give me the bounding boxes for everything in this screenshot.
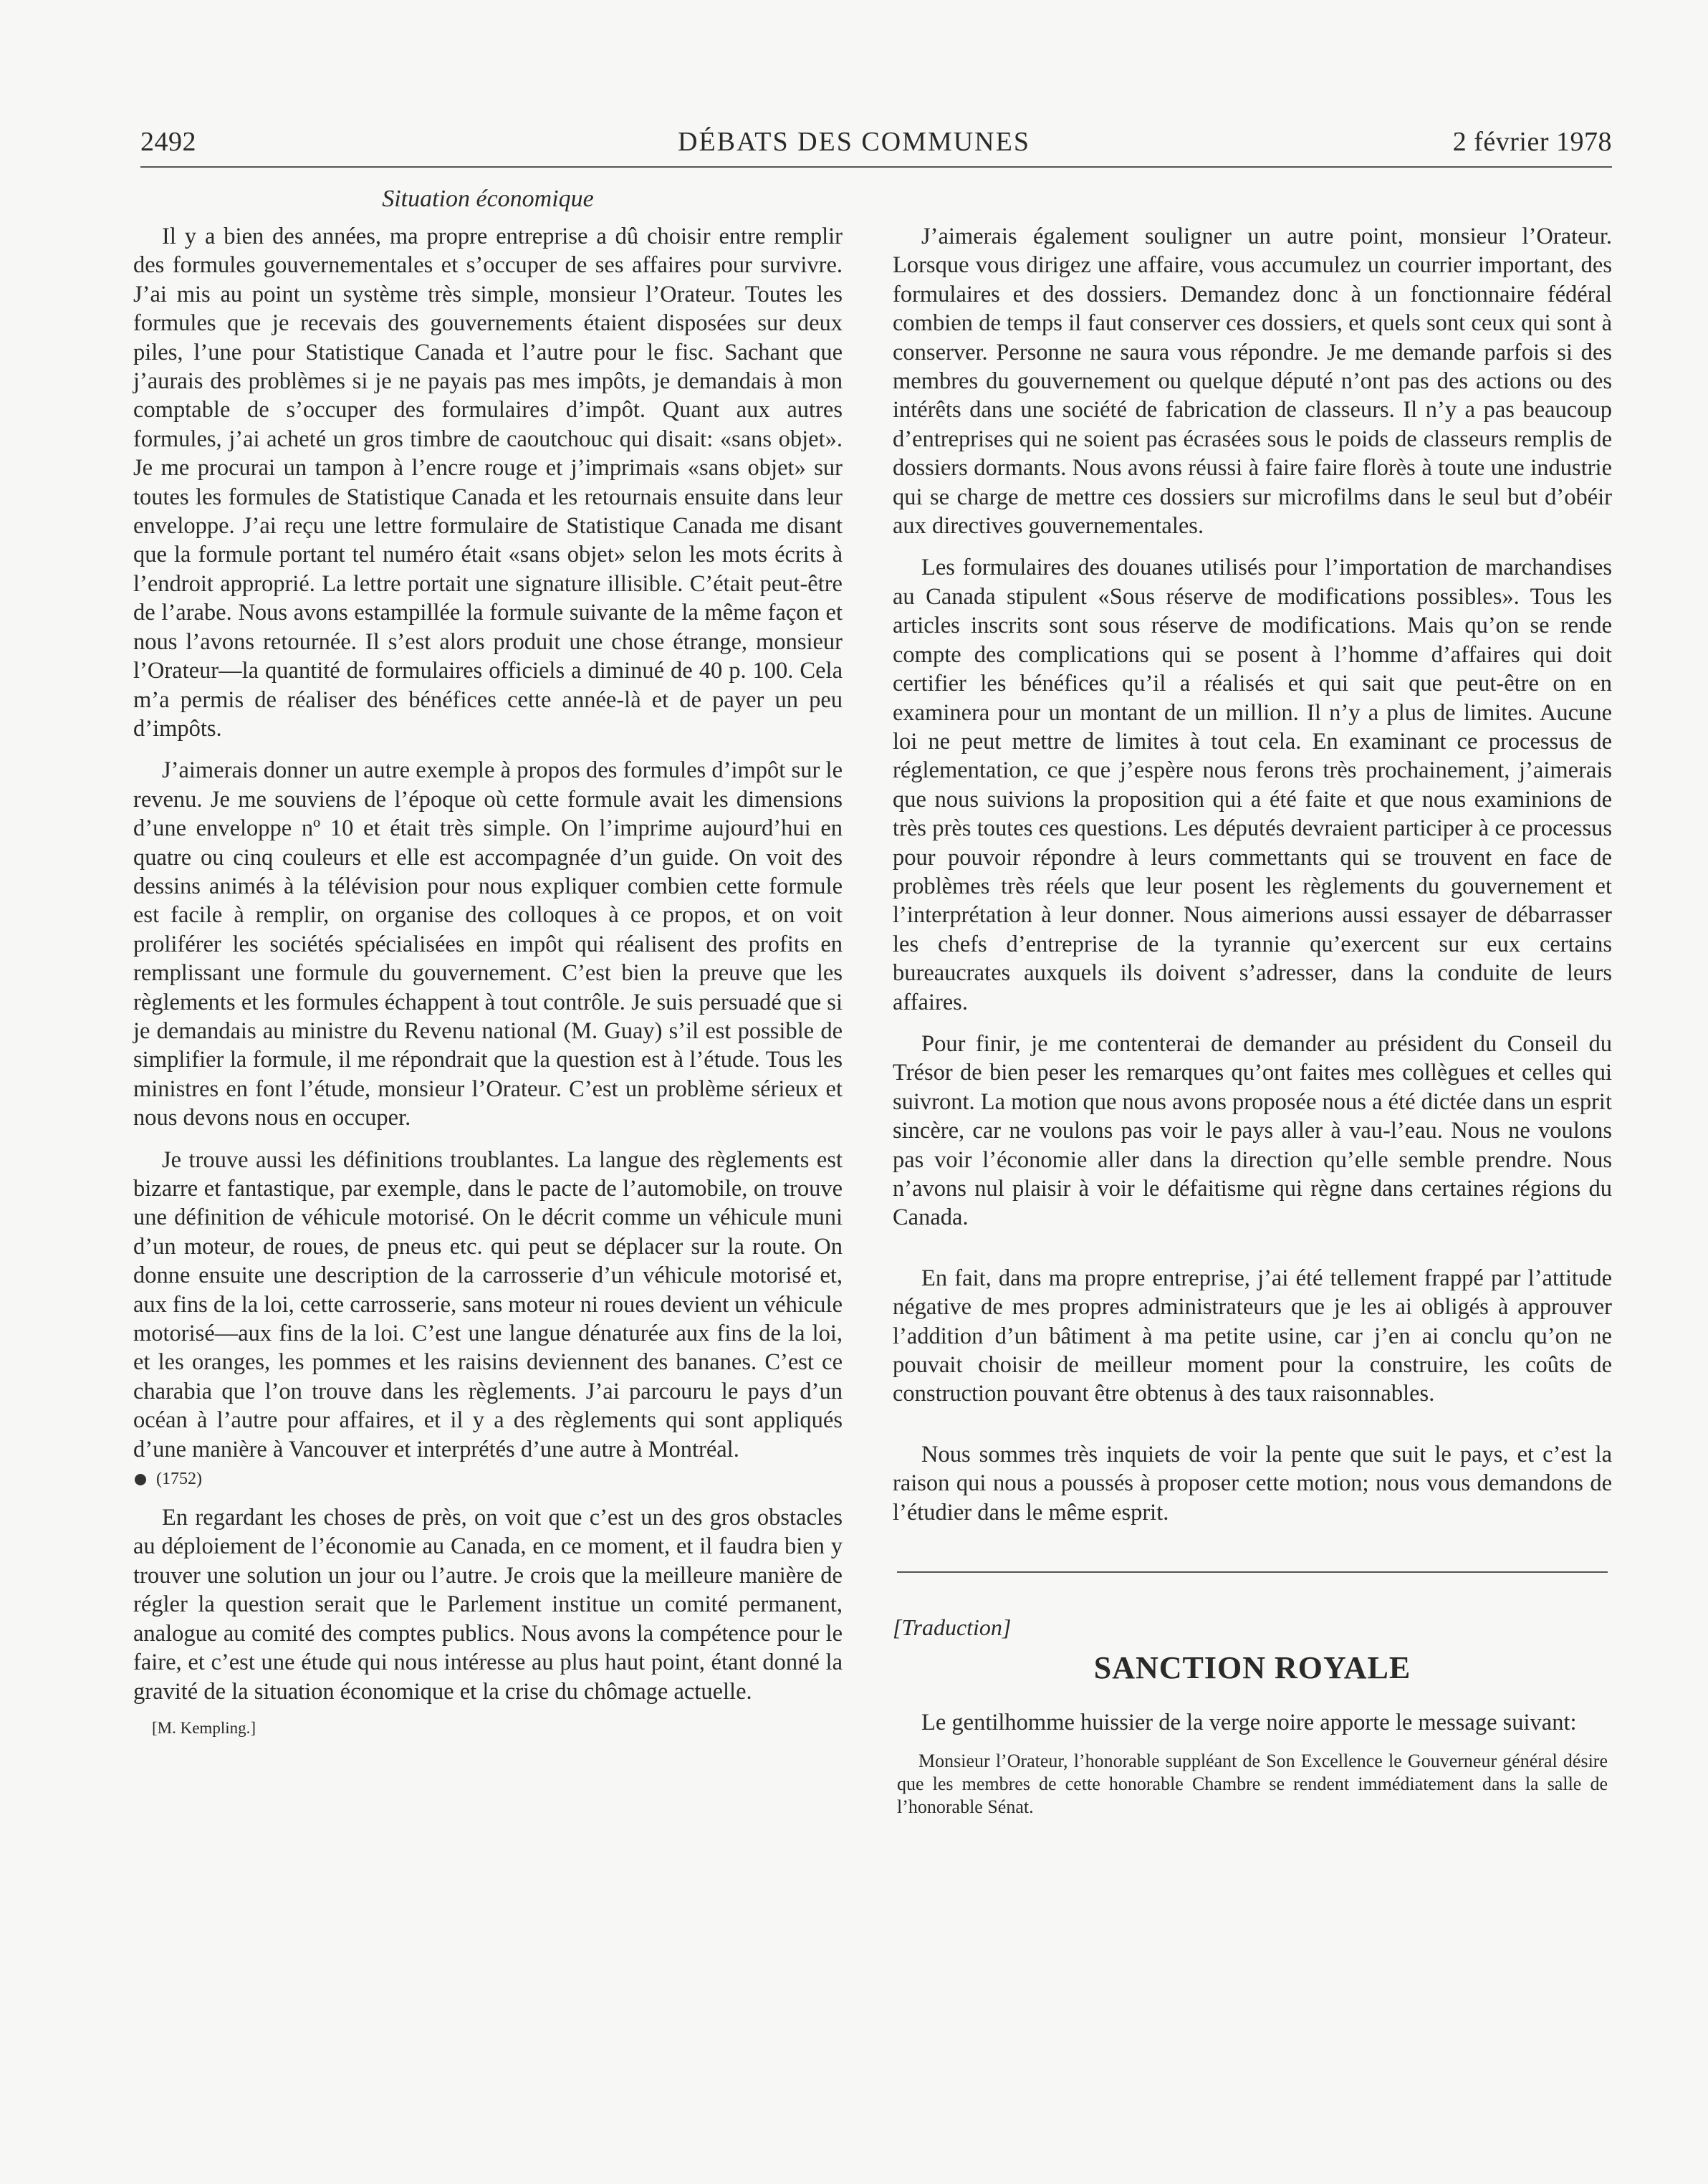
paragraph: Les formulaires des douanes utilisés pour l’importation de marchandises au Canada stipulent «Sous réserve de modifications possibles». Tous les articles inscrits sont sous réserve de modifications. Mais qu’on se rende compte des complications qui se posent à l’homme d’affaires qui doit certifier les bénéfices qu’il a réalisés et qui sait que peut-être on en examinera pour un montant de un million. Il n’y a plus de limites. Aucune loi ne peut mettre de limites à tout cela. En examinant ce processus de réglementation, ce que j’espère nous ferons très prochainement, j’aimerais que nous suivions la proposition qui a été faite et que nous examinions de très près toutes ces questions. Les députés devraient participer à ce processus pour pouvoir répondre à leurs commettants qui se trouvent en face de problèmes très réels que leur posent les règlements du gouvernement et l’interprétation à leur donner. Nous aimerions aussi essayer de débarrasser les chefs d’entreprise de la tyrannie qu’exercent sur eux certains bureaucrates auxquels ils doivent s’adresser, dans la conduite de leurs affaires. [893,555,1612,1015]
section-divider [897,1571,1608,1573]
spacer [893,1245,1612,1264]
right-column [893,222,1612,1819]
paragraph: Pour finir, je me contenterai de demander au président du Conseil du Trésor de bien peser les remarques qu’ont faites mes collègues et celles qui suivront. La motion que nous avons proposée nous a été dictée dans un esprit sincère, car ne voulons pas voir le pays aller à vau-l’eau. Nous ne voulons pas voir l’économie aller dans la direction qu’elle semble prendre. Nous n’avons nul plaisir à voir le défaitisme qui règne dans certaines régions du Canada. [893,1030,1612,1231]
left-column [133,181,843,1738]
header-rule [140,166,1612,168]
running-title: DÉBATS DES COMMUNES [678,127,1030,157]
paragraph: Il y a bien des années, ma propre entreprise a dû choisir entre remplir des formules gouvernementales et s’occuper de ses affaires pour survivre. J’ai mis au point un système très simple, monsieur l’Orateur. Toutes les formules que je recevais des gouvernements étaient disposées sur deux piles, l’une pour Statistique Canada et l’autre pour le fisc. Sachant que j’aurais des problèmes si je ne payais pas mes impôts, je demandais à mon comptable de s’occuper des formulaires d’impôt. Quant aux autres formules, j’ai acheté un gros timbre de caoutchouc qui disait: «sans objet». Je me procurai un tampon à l’encre rouge et j’imprimais «sans objet» sur toutes les formules de Statistique Canada et les retournais ensuite dans leur enveloppe. J’ai reçu une lettre formulaire de Statistique Canada me disant que la formule portant tel numéro était «sans objet» selon les mots écrits à l’endroit approprié. La lettre portait une signature illisible. C’était peut-être de l’arabe. Nous avons estampillée la formule suivante de la même façon et nous l’avons retournée. Il s’est alors produit une chose étrange, monsieur l’Orateur—la quantité de formulaires officiels a diminué de 40 p. 100. Cela m’a permis de réaliser des bénéfices cette année-là et de payer un peu d’impôts. [133,224,843,742]
time-marker [135,1470,843,1489]
traduction-label: [Traduction] [893,1614,1012,1641]
section-title: Situation économique [382,186,594,212]
page-number: 2492 [140,127,196,157]
paragraph: Nous sommes très inquiets de voir la pente que suit le pays, et c’est la raison qui nous a poussés à proposer cette motion; nous vous demandons de l’étudier dans le même esprit. [893,1441,1612,1526]
paragraph: J’aimerais donner un autre exemple à propos des formules d’impôt sur le revenu. Je me souviens de l’époque où cette formule avait les dimensions d’une enveloppe nº 10 et était très simple. On l’imprime aujourd’hui en quatre ou cinq couleurs et elle est accompagnée d’un guide. On voit des dessins animés à la télévision pour nous expliquer combien cette formule est facile à remplir, on organise des colloques à ce propos, et on voit proliférer les sociétés spécialisées en impôt qui réalisent des profits en remplissant une formule du gouvernement. C’est bien la preuve que les règlements et les formules échappent à tout contrôle. Je suis persuadé que si je demandais au ministre du Revenu national (M. Guay) s’il est possible de simplifier la formule, il me répondrait que la question est à l’étude. Tous les ministres en font l’étude, monsieur l’Orateur. C’est un problème sérieux et nous devons nous en occuper. [133,757,843,1131]
paragraph: En regardant les choses de près, on voit que c’est un des gros obstacles au déploiement de l’économie au Canada, en ce moment, et il faudra bien y trouver une solution un jour ou l’autre. Je crois que la meilleure manière de régler la question serait que le Parlement institue un comité permanent, analogue au comité des comptes publics. Nous avons la compétence pour le faire, et c’est une étude qui nous intéresse au plus haut point, étant donné la gravité de la situation économique et la crise du chômage actuelle. [133,1505,843,1705]
paragraph: Je trouve aussi les définitions troublantes. La langue des règlements est bizarre et fantastique, par exemple, dans le pacte de l’automobile, on trouve une définition de véhicule motorisé. On le décrit comme un véhicule muni d’un moteur, de roues, de pneus etc. qui peut se déplacer sur la route. On donne ensuite une description de la carrosserie d’un véhicule motorisé et, aux fins de la loi, cette carrosserie, sans moteur ni roues devient un véhicule motorisé—aux fins de la loi. C’est une langue dénaturée aux fins de la loi, et les oranges, les pommes et les raisins deviennent des bananes. C’est ce charabia que l’on trouve dans les règlements. J’ai parcouru le pays d’un océan à l’autre pour affaires, et il y a des règlements qui sont appliqués d’une manière à Vancouver et interprétés d’une autre à Montréal. [133,1146,843,1462]
header-date: 2 février 1978 [1452,127,1612,157]
sanction-intro: Le gentilhomme huissier de la verge noire apporte le message suivant: [921,1710,1577,1736]
time-marker-label: (1752) [156,1470,202,1489]
paragraph: En fait, dans ma propre entreprise, j’ai été tellement frappé par l’attitude négative de mes propres administrateurs que je les ai obligés à approuver l’addition d’un bâtiment à ma petite usine, car j’en ai conclu qu’on ne pouvait choisir de meilleur moment pour la construire, les coûts de construction pouvant être obtenus à des taux raisonnables. [893,1265,1612,1407]
spacer [893,1422,1612,1440]
bullet-icon [135,1474,146,1485]
speaker-attribution: [M. Kempling.] [152,1718,256,1737]
sanction-message: Monsieur l’Orateur, l’honorable suppléant de Son Excellence le Gouverneur général désire que les membres de cette honorable Chambre se rendent immédiatement dans la salle de l’honorable Sénat. [897,1750,1608,1818]
sanction-title: SANCTION ROYALE [1093,1650,1411,1686]
paragraph: J’aimerais également souligner un autre point, monsieur l’Orateur. Lorsque vous dirigez une affaire, vous accumulez un courrier important, des formulaires et des dossiers. Demandez donc à un fonctionnaire fédéral combien de temps il faut conserver ces dossiers, et quels sont ceux qui sont à conserver. Personne ne saura vous répondre. Je me demande parfois si des membres du gouvernement ou quelque député n’ont pas des actions ou des intérêts dans une société de fabrication de classeurs. Il n’y a pas beaucoup d’entreprises qui ne soient pas écrasées sous le poids de classeurs remplis de dossiers dormants. Nous avons réussi à faire faire florès à toute une industrie qui se charge de mettre ces dossiers sur microfilms dans le seul but d’obéir aux directives gouvernementales. [893,224,1612,540]
